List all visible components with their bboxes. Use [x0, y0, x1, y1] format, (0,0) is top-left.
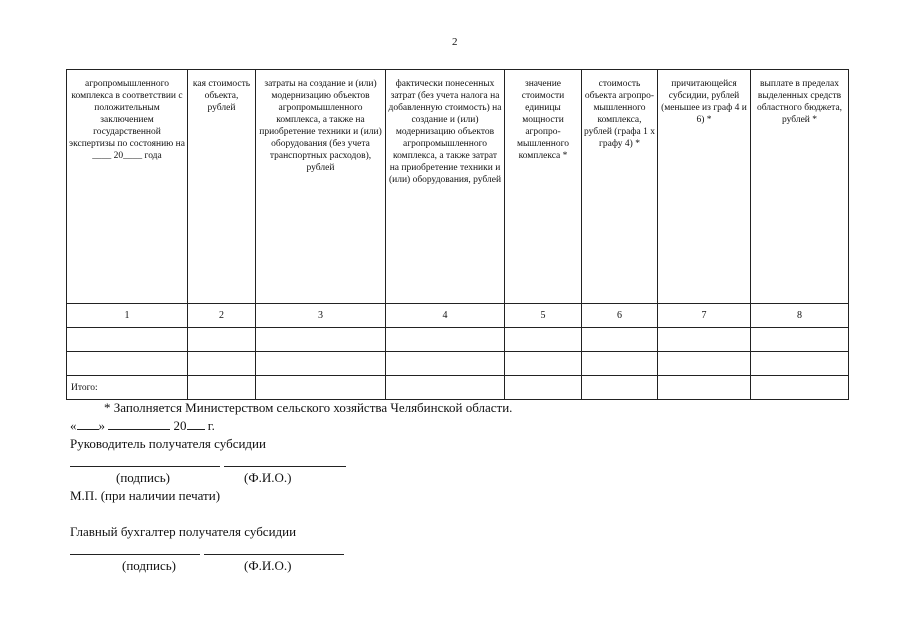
table-row	[67, 328, 849, 352]
table-cell	[67, 328, 188, 352]
footnote: * Заполняется Министерством сельского хозяйства Челябинской области.	[104, 400, 513, 415]
name-caption: (Ф.И.О.)	[244, 558, 292, 573]
day-blank	[77, 419, 99, 430]
column-number: 4	[386, 304, 505, 328]
column-number: 8	[751, 304, 849, 328]
table-cell	[188, 328, 256, 352]
column-header: затраты на создание и (или) модернизацию объектов агропромышленного комплекса, а также на приобретение техники и (или) оборудования (без учета транспортных расходов), рублей	[256, 70, 386, 304]
table-cell	[505, 328, 582, 352]
page-number: 2	[452, 36, 458, 48]
table-cell	[386, 328, 505, 352]
month-blank	[108, 419, 170, 430]
table-cell	[256, 352, 386, 376]
table-cell	[658, 352, 751, 376]
date-close-quote: »	[98, 418, 105, 433]
table-cell	[505, 376, 582, 400]
accountant-label: Главный бухгалтер получателя субсидии	[70, 524, 297, 539]
table-cell	[582, 352, 658, 376]
column-header: агропромышленного комплекса в соответствии с положительным заключением государственной экспертизы по состоянию на ____ 20____ года	[67, 70, 188, 304]
head-label: Руководитель получателя субсидии	[70, 436, 266, 451]
name-caption: (Ф.И.О.)	[244, 470, 292, 485]
column-number: 3	[256, 304, 386, 328]
table-cell	[751, 352, 849, 376]
name-line	[224, 466, 346, 467]
table-cell	[658, 376, 751, 400]
table-header-row	[67, 70, 849, 304]
table-cell	[256, 376, 386, 400]
table-row	[67, 352, 849, 376]
year-blank	[187, 419, 205, 430]
table-cell	[582, 376, 658, 400]
signature-caption: (подпись)	[122, 558, 176, 573]
table-cell	[386, 376, 505, 400]
signature-line	[70, 466, 220, 467]
date-line	[70, 418, 215, 434]
column-number: 6	[582, 304, 658, 328]
table-cell	[188, 376, 256, 400]
column-number: 2	[188, 304, 256, 328]
table-cell	[658, 328, 751, 352]
date-open-quote: «	[70, 418, 77, 433]
table-cell	[188, 352, 256, 376]
column-header: причитающейся субсидии, рублей (меньшее из граф 4 и 6) *	[658, 70, 751, 304]
column-header: стоимость объекта агропро-мышленного комплекса, рублей (графа 1 х графу 4) *	[582, 70, 658, 304]
table-cell	[751, 328, 849, 352]
column-header: фактически понесенных затрат (без учета налога на добавленную стоимость) на создание и (или) модернизацию объектов агропромышленного комплекса, а также затрат на приобретение техники и (или) оборудования, рублей	[386, 70, 505, 304]
column-number: 7	[658, 304, 751, 328]
column-number: 1	[67, 304, 188, 328]
subsidy-table	[66, 69, 849, 400]
table-cell	[751, 376, 849, 400]
table-cell	[505, 352, 582, 376]
column-header: выплате в пределах выделенных средств областного бюджета, рублей *	[751, 70, 849, 304]
column-header: кая стоимость объекта, рублей	[188, 70, 256, 304]
table-cell	[67, 352, 188, 376]
name-line	[204, 554, 344, 555]
date-year-suffix: г.	[207, 418, 215, 433]
table-cell	[256, 328, 386, 352]
table-cell	[582, 328, 658, 352]
total-label: Итого:	[67, 376, 188, 400]
column-number-row	[67, 304, 849, 328]
signature-line	[70, 554, 200, 555]
table-cell	[386, 352, 505, 376]
date-year-prefix: 20	[173, 418, 187, 433]
signature-caption: (подпись)	[116, 470, 170, 485]
column-number: 5	[505, 304, 582, 328]
column-header: значение стоимости единицы мощности агропро-мышленного комплекса *	[505, 70, 582, 304]
stamp-label: М.П. (при наличии печати)	[70, 488, 221, 503]
total-row	[67, 376, 849, 400]
